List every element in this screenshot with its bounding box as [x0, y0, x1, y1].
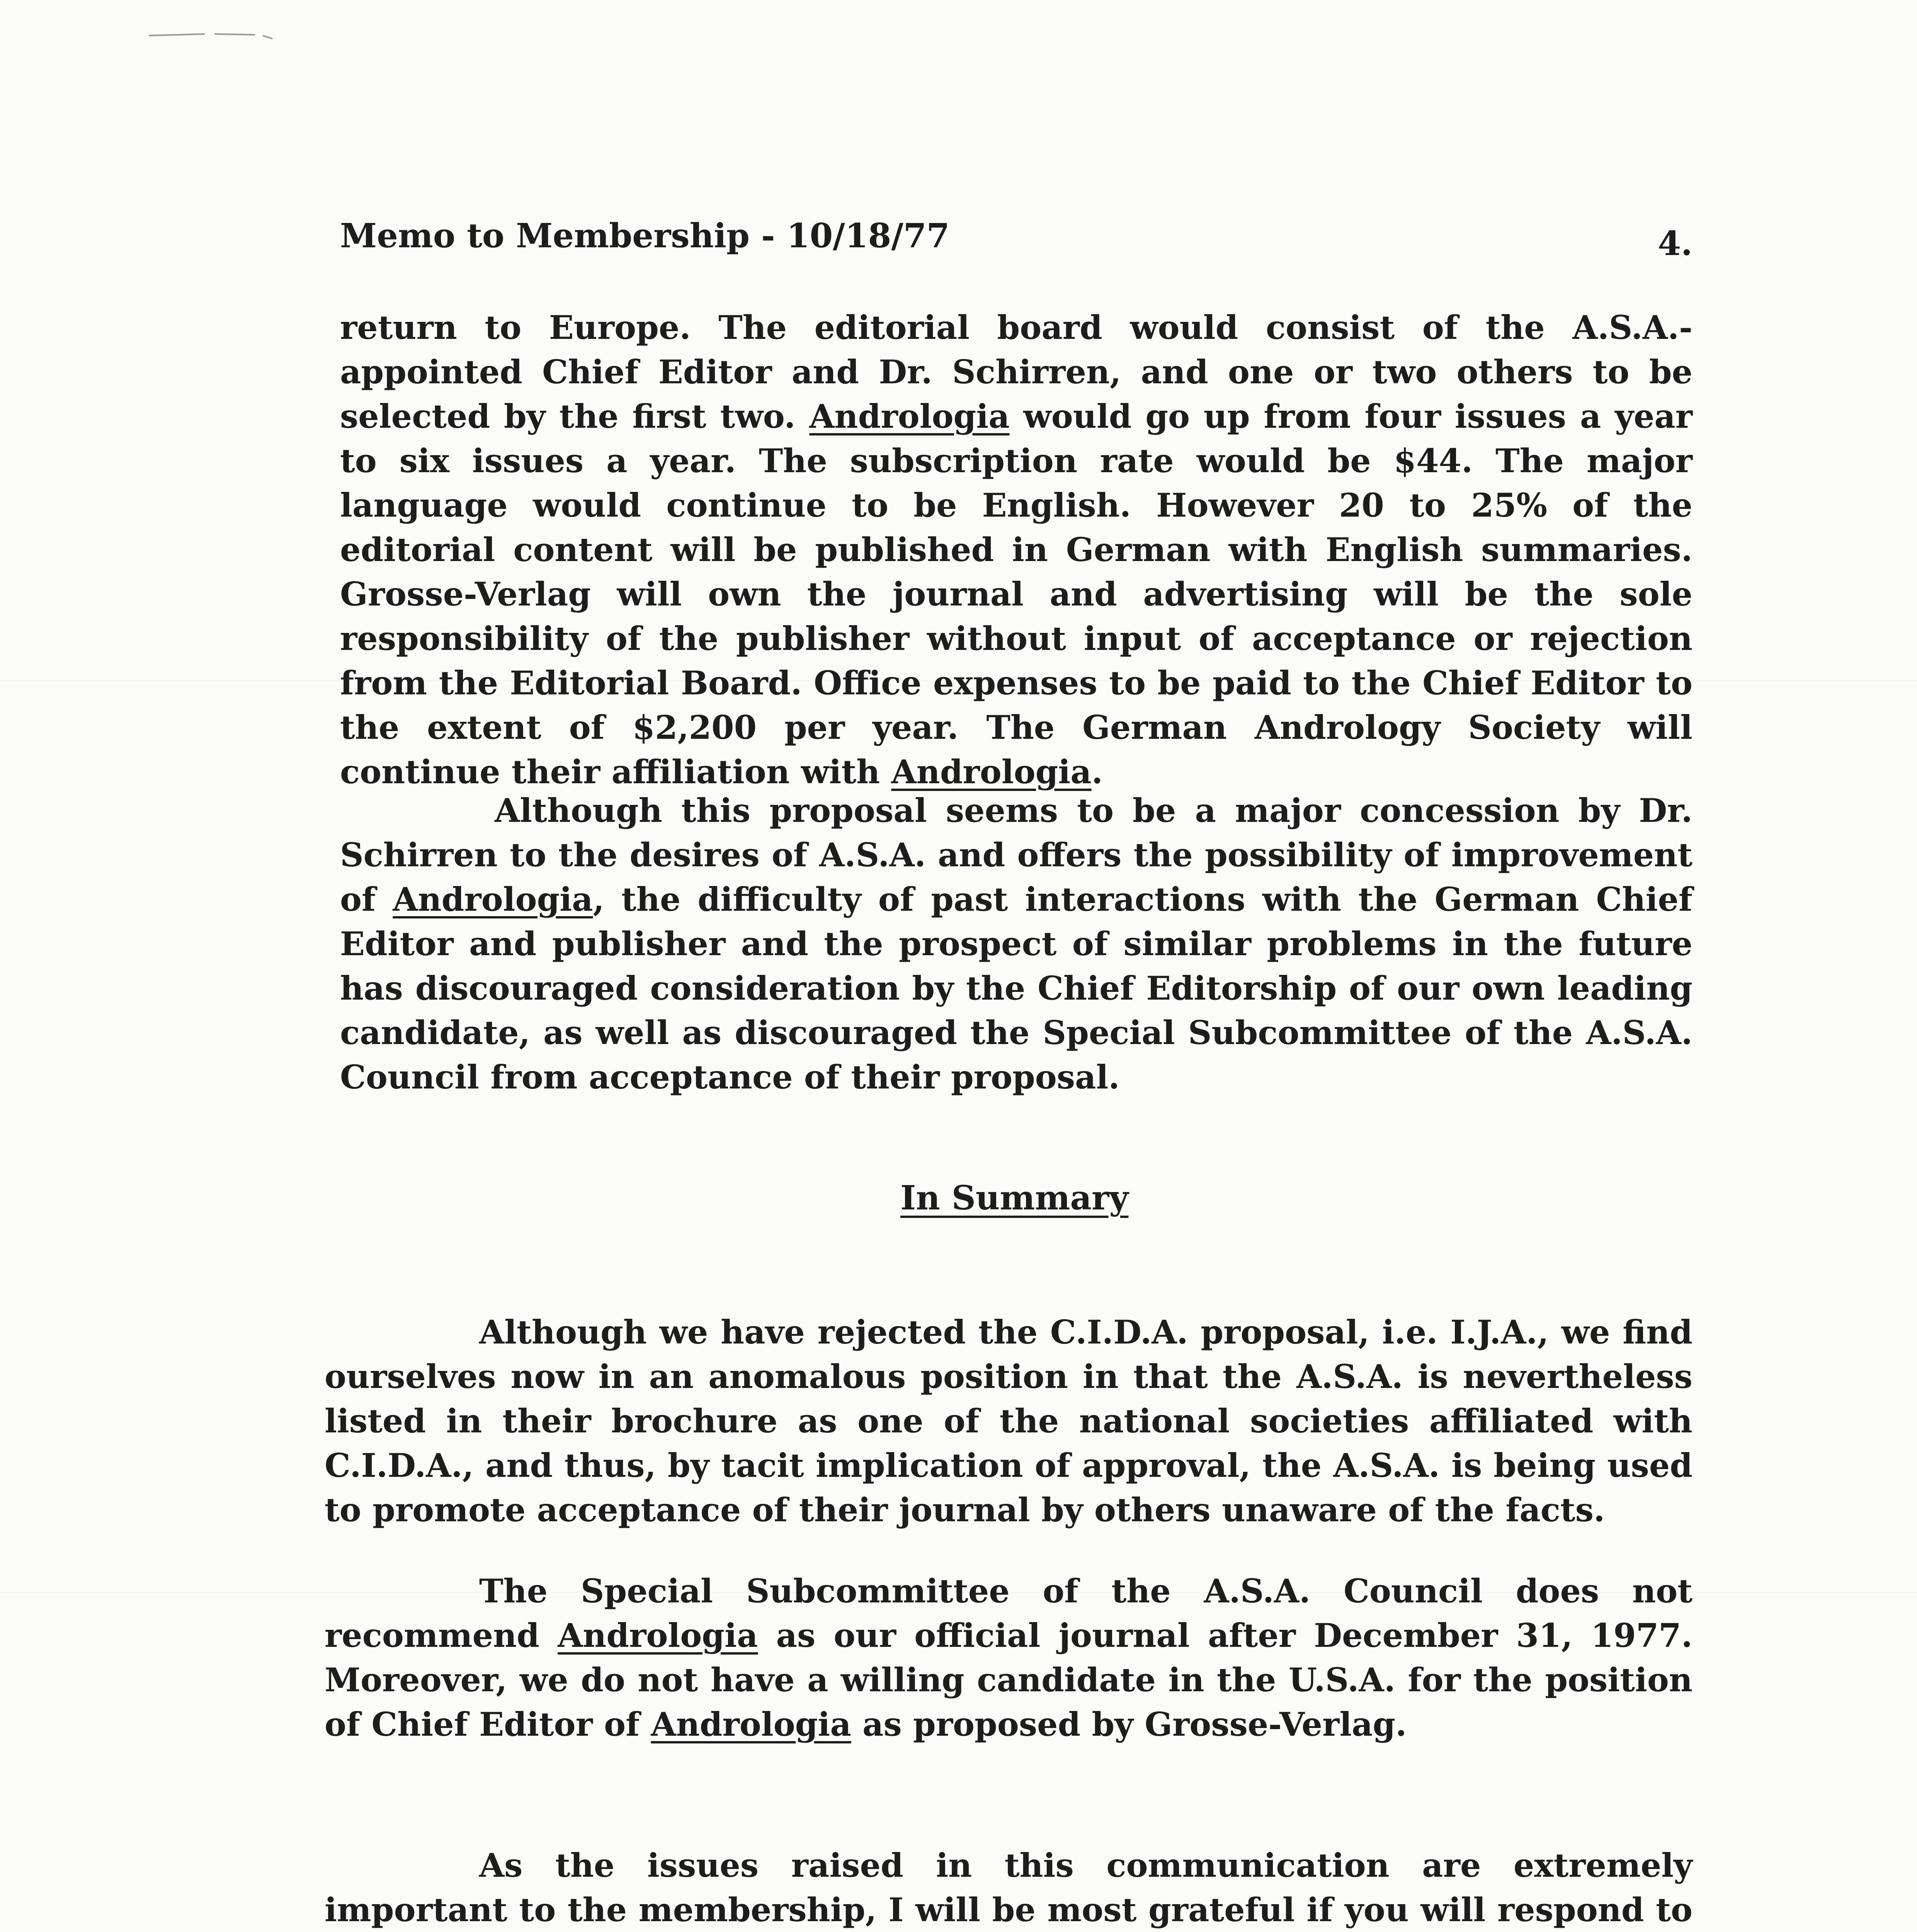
journal-name: Andrologia [891, 753, 1092, 791]
paragraph: As the issues raised in this communication are extremely important to the membership, I will be most grateful if you will respond to [325, 1846, 1692, 1929]
paragraph: Although this proposal seems to be a major concession by Dr. Schirren to the desires of A.S.A. and offers the possibility of improvement of Andrologia, the difficulty of past interactions with the German Chief Editor and publisher and the prospect of similar problems in the future has discouraged consideration by the Chief Editorship of our own leading candidate, as well as discouraged the Special Subcommittee of the A.S.A. Council from acceptance of their proposal. [340, 791, 1693, 1096]
journal-name: Andrologia [558, 1616, 758, 1655]
memo-title: Memo to Membership - 10/18/77 [340, 216, 950, 255]
memo-header [340, 209, 1692, 263]
corner-mark [147, 27, 274, 43]
paragraph: The Special Subcommittee of the A.S.A. Council does not recommend Andrologia as our official journal after December 31, 1977. Moreover, we do not have a willing candidate in the U.S.A. for the position of Chief Editor of Andrologia as proposed by Grosse-Verlag. [325, 1572, 1693, 1743]
page-number: 4. [1658, 224, 1692, 263]
paragraph: Although we have rejected the C.I.D.A. proposal, i.e. I.J.A., we find ourselves now in an anomalous position in that the A.S.A. is nevertheless listed in their brochure as one of the national societies affiliated with C.I.D.A., and thus, by tacit implication of approval, the A.S.A. is being used to promote acceptance of their journal by others unaware of the facts. [325, 1313, 1692, 1529]
journal-name: Andrologia [651, 1705, 851, 1743]
journal-name: Andrologia [809, 397, 1010, 435]
journal-name: Andrologia [393, 880, 593, 918]
paragraph: return to Europe. The editorial board would consist of the A.S.A.-appointed Chief Editor and Dr. Schirren, and one or two others to be selected by the first two. Andrologia would go up from four issues a year to six issues a year. The subscription rate would be $44. The major language would continue to be English. However 20 to 25% of the editorial content will be published in German with English summaries. Grosse-Verlag will own the journal and advertising will be the sole responsibility of the publisher without input of acceptance or rejection from the Editorial Board. Office expenses to be paid to the Chief Editor to the extent of $2,200 per year. The German Andrology Society will continue their affiliation with Andrologia. [340, 308, 1692, 791]
section-heading: In Summary [900, 1179, 1129, 1218]
